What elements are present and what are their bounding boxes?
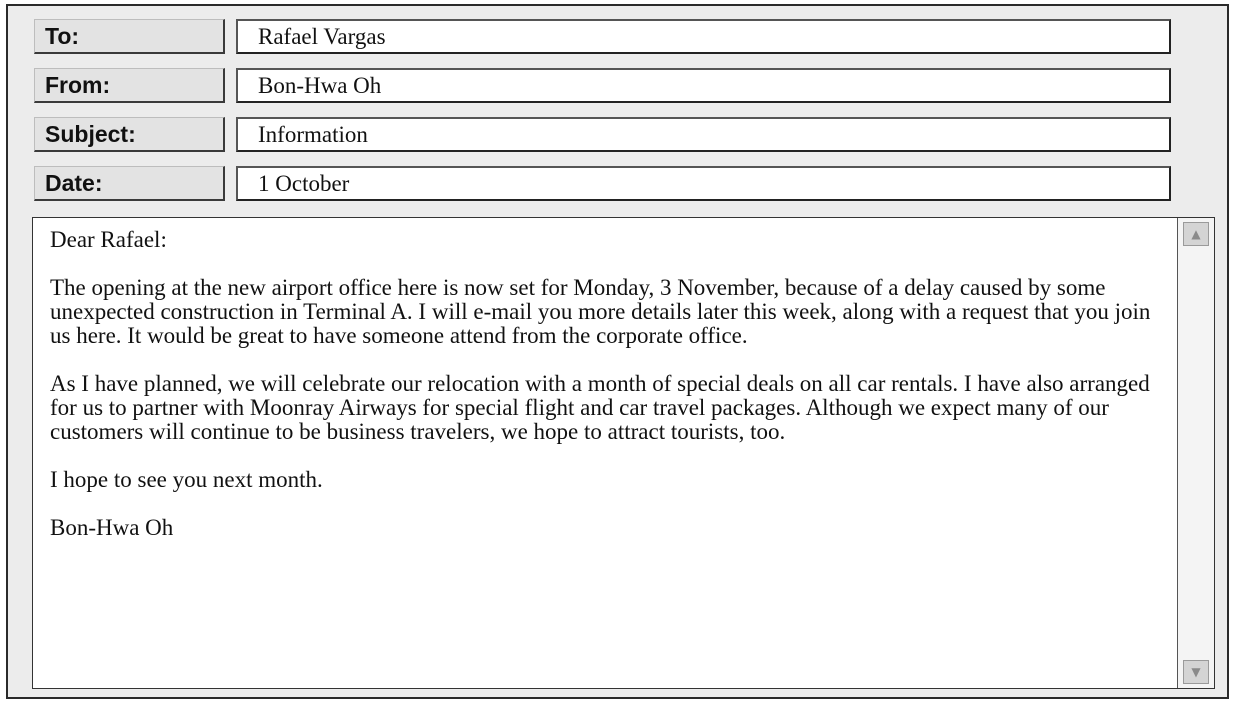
message-paragraph: The opening at the new airport office here is now set for Monday, 3 November, because of a delay caused by some unexpected construction in Terminal A. I will e-mail you more details later this week, along with a request that you join us here. It would be great to have someone attend from the corporate office. (50, 275, 1151, 348)
message-signature: Bon-Hwa Oh (50, 515, 174, 540)
from-label: From: (34, 68, 225, 103)
subject-label: Subject: (34, 117, 225, 152)
date-field[interactable]: 1 October (236, 166, 1171, 201)
from-field[interactable]: Bon-Hwa Oh (236, 68, 1171, 103)
to-label: To: (34, 19, 225, 54)
message-text (50, 228, 1170, 564)
message-paragraph: I hope to see you next month. (50, 467, 323, 492)
subject-field[interactable]: Information (236, 117, 1171, 152)
scroll-up-arrow-icon[interactable]: ▲ (1183, 222, 1209, 246)
message-body[interactable] (32, 217, 1215, 689)
scroll-down-arrow-icon[interactable]: ▼ (1183, 660, 1209, 684)
date-label: Date: (34, 166, 225, 201)
message-greeting: Dear Rafael: (50, 227, 167, 252)
to-field[interactable]: Rafael Vargas (236, 19, 1171, 54)
message-paragraph: As I have planned, we will celebrate our relocation with a month of special deals on all car rentals. I have also arranged for us to partner with Moonray Airways for special flight and car travel packages. Although we expect many of our customers will continue to be business travelers, we hope to attract tourists, too. (50, 371, 1150, 444)
email-window (6, 4, 1229, 699)
vertical-scrollbar[interactable] (1177, 218, 1214, 688)
